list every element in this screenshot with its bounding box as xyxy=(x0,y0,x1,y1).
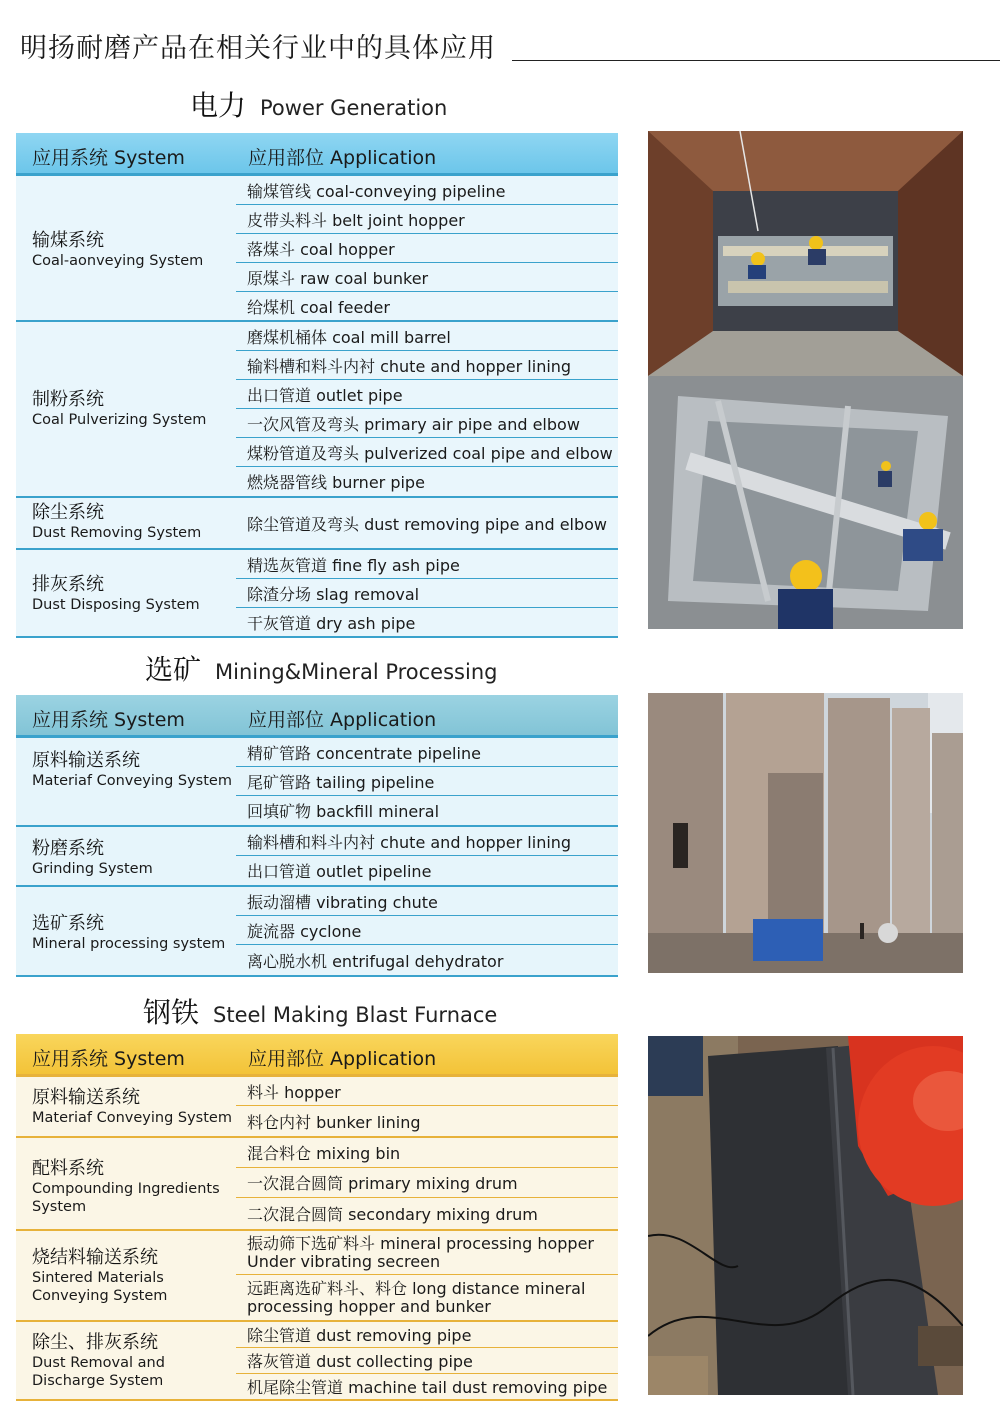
section-title-zh: 选矿 xyxy=(145,653,202,686)
application-item: 精矿管路 concentrate pipeline xyxy=(236,738,618,767)
application-list xyxy=(236,1077,618,1136)
application-item: 混合料仓 mixing bin xyxy=(236,1138,618,1168)
application-list xyxy=(236,1231,618,1320)
system-cell xyxy=(32,838,237,878)
application-item: 出口管道 outlet pipe xyxy=(236,380,618,409)
system-name-zh: 烧结料输送系统 xyxy=(32,1247,158,1268)
application-item: 落煤斗 coal hopper xyxy=(236,234,618,263)
application-item: 一次风管及弯头 primary air pipe and elbow xyxy=(236,409,618,438)
application-item: 振动筛下选矿料斗 mineral processing hopper Under vibrating secreen xyxy=(236,1231,618,1275)
application-list xyxy=(236,1138,618,1229)
system-name-zh: 原料输送系统 xyxy=(32,750,140,771)
application-list xyxy=(236,498,618,548)
table-group xyxy=(16,176,618,322)
header-application: 应用部位 Application xyxy=(248,147,437,169)
system-cell xyxy=(32,502,237,542)
table-group xyxy=(16,827,618,887)
header-system: 应用系统 System xyxy=(32,1048,185,1070)
system-name-en: Materiaf Conveying System xyxy=(32,1110,232,1126)
system-cell xyxy=(32,574,237,614)
application-item: 落灰管道 dust collecting pipe xyxy=(236,1348,618,1374)
power-table xyxy=(16,133,618,638)
application-item: 输料槽和料斗内衬 chute and hopper lining xyxy=(236,351,618,380)
application-item: 出口管道 outlet pipeline xyxy=(247,862,432,881)
table-group xyxy=(16,1231,618,1322)
table-body xyxy=(16,1077,618,1401)
application-item: 二次混合圆筒 secondary mixing drum xyxy=(247,1205,538,1224)
system-name-zh: 除尘系统 xyxy=(32,502,104,523)
application-item: 磨煤机桶体 coal mill barrel xyxy=(236,322,618,351)
application-item: 料仓内衬 bunker lining xyxy=(247,1112,421,1132)
system-name-zh: 排灰系统 xyxy=(32,574,104,595)
system-cell xyxy=(32,389,237,429)
application-item: 精选灰管道 fine fly ash pipe xyxy=(236,550,618,579)
table-group xyxy=(16,887,618,977)
application-item: 旋流器 cyclone xyxy=(236,916,618,945)
system-name-zh: 配料系统 xyxy=(32,1158,104,1179)
system-name-zh: 选矿系统 xyxy=(32,913,104,934)
system-name-en: Mineral processing system xyxy=(32,936,226,952)
mining-silos-photo xyxy=(648,693,963,973)
system-name-en: Dust Removal and Discharge System xyxy=(32,1355,165,1389)
header-application: 应用部位 Application xyxy=(248,1048,437,1070)
table-group xyxy=(16,322,618,498)
application-item: 燃烧器管线 burner pipe xyxy=(247,473,425,492)
system-cell xyxy=(32,1087,237,1127)
section-title-steel xyxy=(143,991,497,1031)
section-title-en: Power Generation xyxy=(260,96,448,120)
header-application: 应用部位 Application xyxy=(248,709,437,731)
application-item: 给煤机 coal feeder xyxy=(247,297,390,317)
steel-liner-photo xyxy=(648,1036,963,1395)
application-item: 除渣分场 slag removal xyxy=(236,579,618,608)
section-title-zh: 钢铁 xyxy=(143,996,200,1029)
table-header xyxy=(16,133,618,176)
application-item: 一次混合圆筒 primary mixing drum xyxy=(236,1168,618,1198)
application-item: 远距离选矿料斗、料仓 long distance mineral processing hopper and bunker xyxy=(247,1278,586,1316)
system-cell xyxy=(32,230,237,270)
system-cell xyxy=(32,1158,237,1216)
section-title-en: Steel Making Blast Furnace xyxy=(213,1003,498,1027)
application-list xyxy=(236,176,618,320)
title-rule xyxy=(512,60,1000,61)
page-title: 明扬耐磨产品在相关行业中的具体应用 xyxy=(20,33,496,64)
system-name-en: Dust Removing System xyxy=(32,525,202,541)
application-item: 机尾除尘管道 machine tail dust removing pipe xyxy=(247,1378,608,1397)
system-cell xyxy=(32,913,237,953)
table-group xyxy=(16,550,618,638)
application-item: 输料槽和料斗内衬 chute and hopper lining xyxy=(236,827,618,856)
system-name-zh: 制粉系统 xyxy=(32,389,104,410)
header-system: 应用系统 System xyxy=(32,147,185,169)
table-body xyxy=(16,176,618,638)
system-name-zh: 粉磨系统 xyxy=(32,838,104,859)
table-group xyxy=(16,1077,618,1138)
table-header xyxy=(16,695,618,738)
application-item: 干灰管道 dry ash pipe xyxy=(247,613,416,633)
system-name-en: Grinding System xyxy=(32,861,153,877)
steel-table xyxy=(16,1034,618,1401)
table-group xyxy=(16,1322,618,1401)
application-item: 振动溜槽 vibrating chute xyxy=(236,887,618,916)
system-name-en: Materiaf Conveying System xyxy=(32,773,232,789)
application-list xyxy=(236,738,618,825)
system-name-zh: 原料输送系统 xyxy=(32,1087,140,1108)
system-cell xyxy=(32,1247,237,1305)
application-list xyxy=(236,827,618,885)
application-item: 回填矿物 backfill mineral xyxy=(247,802,440,821)
system-name-en: Compounding Ingredients System xyxy=(32,1181,220,1215)
table-group xyxy=(16,1138,618,1231)
table-body xyxy=(16,738,618,977)
application-list xyxy=(236,1322,618,1399)
application-item: 皮带头料斗 belt joint hopper xyxy=(236,205,618,234)
application-list xyxy=(236,322,618,496)
section-title-zh: 电力 xyxy=(190,89,247,122)
application-item: 离心脱水机 entrifugal dehydrator xyxy=(247,951,504,971)
table-group xyxy=(16,498,618,550)
system-name-zh: 输煤系统 xyxy=(32,230,104,251)
system-cell xyxy=(32,1332,237,1390)
application-item: 料斗 hopper xyxy=(236,1077,618,1106)
application-list xyxy=(236,887,618,975)
table-group xyxy=(16,738,618,827)
section-title-en: Mining&Mineral Processing xyxy=(215,660,498,684)
application-item: 尾矿管路 tailing pipeline xyxy=(236,767,618,796)
header-system: 应用系统 System xyxy=(32,709,185,731)
mining-table xyxy=(16,695,618,977)
application-list xyxy=(236,550,618,636)
system-name-en: Coal Pulverizing System xyxy=(32,412,207,428)
section-title-mining xyxy=(145,648,497,688)
power-bunker-photo xyxy=(648,131,963,629)
application-item: 输煤管线 coal-conveying pipeline xyxy=(236,176,618,205)
system-cell xyxy=(32,750,237,790)
system-name-en: Sintered Materials Conveying System xyxy=(32,1270,168,1304)
application-item: 除尘管道 dust removing pipe xyxy=(236,1322,618,1348)
system-name-zh: 除尘、排灰系统 xyxy=(32,1332,158,1353)
table-header xyxy=(16,1034,618,1077)
application-item: 除尘管道及弯头 dust removing pipe and elbow xyxy=(247,514,608,534)
system-name-en: Dust Disposing System xyxy=(32,597,200,613)
application-item: 煤粉管道及弯头 pulverized coal pipe and elbow xyxy=(236,438,618,467)
application-item: 原煤斗 raw coal bunker xyxy=(236,263,618,292)
system-name-en: Coal-aonveying System xyxy=(32,253,204,269)
section-title-power xyxy=(190,84,447,124)
